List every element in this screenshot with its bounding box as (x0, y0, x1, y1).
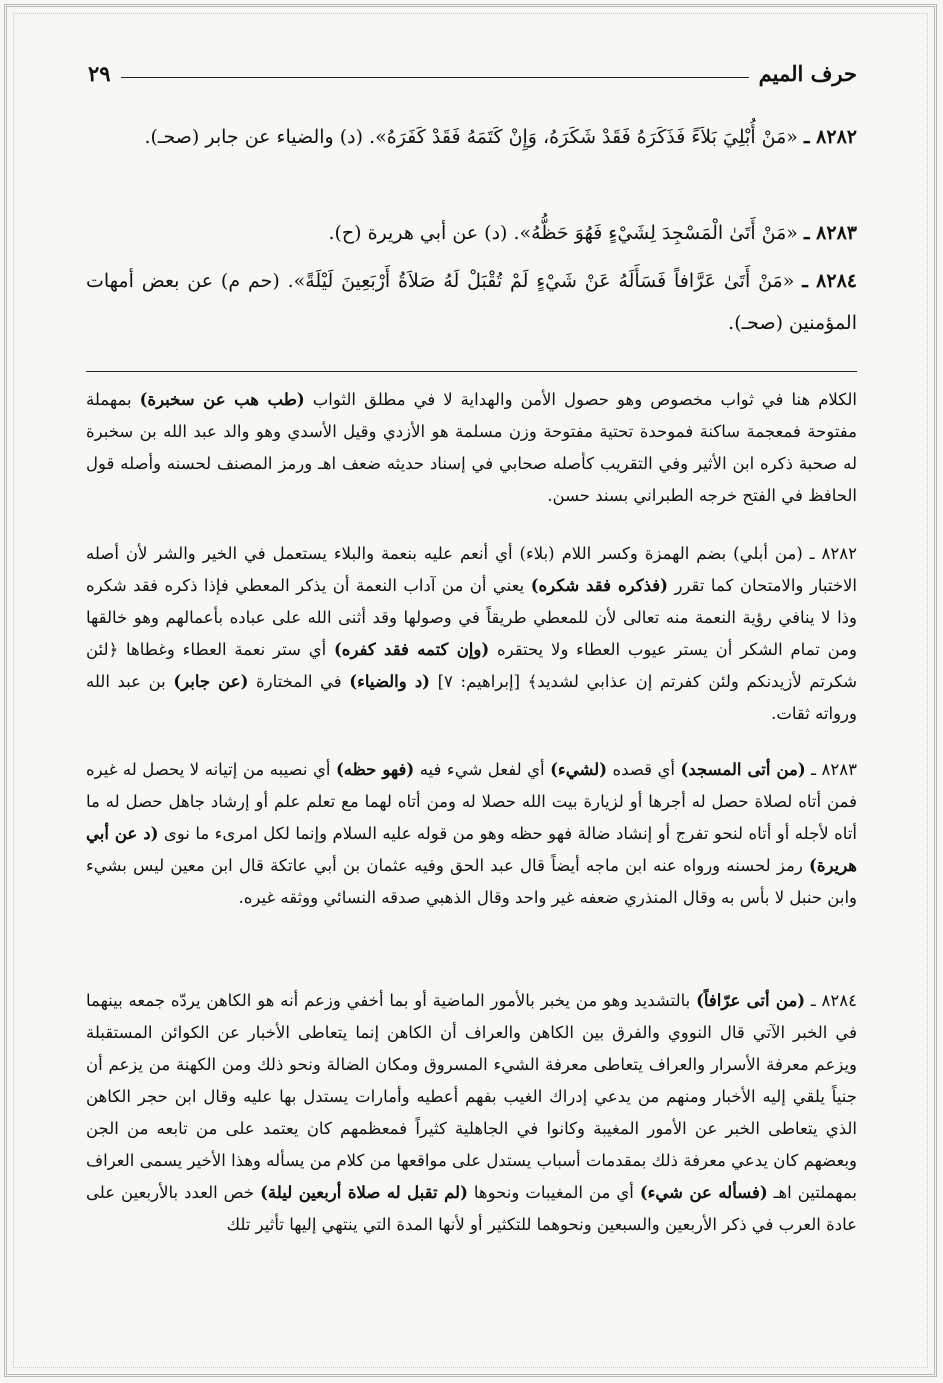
footnote-divider (86, 371, 857, 372)
hadith-number: ٨٢٨٢ ـ (803, 126, 857, 148)
quoted-phrase: (من أتى عرّافاً) (696, 991, 806, 1010)
hadith-8284 (86, 260, 857, 344)
hadith-text: «مَنْ أَتَىٰ عَرَّافاً فَسَأَلَهُ عَنْ شَيْءٍ لَمْ تُقْبَلْ لَهُ صَلاَةُ أَرْبَعِينَ لَيْلَةً». (حم م) عن بعض أمهات المؤمنين (صحـ). (86, 270, 857, 334)
commentary-8282 (86, 538, 857, 730)
running-header (88, 56, 857, 90)
quoted-phrase: (فسأله عن شيء) (639, 1183, 768, 1202)
commentary-text: رمز لحسنه ورواه عنه ابن ماجه أيضاً قال عبد الحق وفيه عثمان بن أبي عاتكة قال ابن معين ليس بشيء وابن حنبل لا بأس به وقال المنذري ضعفه غير واحد وقال الذهبي صدقه النسائي ووثقه غيره. (86, 856, 857, 907)
hadith-number: ٨٢٨٣ ـ (803, 222, 857, 244)
hadith-text: «مَنْ أُبْلِيَ بَلاَءً فَذَكَرَهُ فَقَدْ شَكَرَهُ، وَإِنْ كَتَمَهُ فَقَدْ كَفَرَهُ». (د) والضياء عن جابر (صحـ). (144, 126, 798, 148)
quoted-phrase: (فهو حظه) (335, 760, 415, 779)
source-citation: (د عن أبي هريرة) (86, 824, 857, 875)
hadith-8283 (86, 212, 857, 254)
chapter-title: حرف الميم (758, 60, 857, 86)
source-citation: (د والضياء) (349, 672, 430, 691)
quoted-phrase: (لشيء) (550, 760, 607, 779)
hadith-number: ٨٢٨٤ ـ (802, 270, 857, 292)
commentary-text: ٨٢٨٢ ـ (من أبلي) بضم الهمزة وكسر اللام (بلاء) أي أنعم عليه بنعمة والبلاء يستعمل في الخير والشر لأن أصله الاختبار والامتحان كما تقرر (86, 544, 858, 595)
hadith-8282 (86, 116, 857, 158)
commentary-text: بن عبد الله ورواته ثقات. (86, 672, 857, 723)
header-rule (121, 77, 749, 78)
commentary-continued (86, 384, 857, 512)
quoted-phrase: (فذكره فقد شكره) (530, 576, 668, 595)
source-citation: (طب هب عن سخبرة) (139, 390, 305, 409)
source-citation: (عن جابر) (173, 672, 249, 691)
commentary-text: أي قصده (607, 760, 681, 779)
commentary-text: في المختارة (248, 672, 350, 691)
commentary-text: الكلام هنا في ثواب مخصوص وهو حصول الأمن والهداية لا في مطلق الثواب (304, 390, 857, 409)
commentary-8284 (86, 985, 857, 1241)
commentary-text: بالتشديد وهو من يخبر بالأمور الماضية أو بما أخفي وزعم أنه هو الكاهن يردّه جمعه بينهما في الخبر الآتي قال النووي والفرق بين الكاهن والعراف أن الكاهن إنما يتعاطى الأخبار عن الكوائن المستقبلة ويزعم معرفة الأسرار والعراف يتعاطى معرفة الشيء المسروق ومكان الضالة ونحو ذلك ومن الكهنة من يزعم أن جنياً يلقي إليه الأخبار ومنهم من يدعي إدراك الغيب بفهم أعطيه وأمارات يستدل بها عليه وقال ابن حجر الكاهن الذي يتعاطى الخبر عن الأمور المغيبة وكانوا في الجاهلية كثيراً فمعظمهم كان يعتمد على من تابعه من الجن وبعضهم كان يدعي معرفة ذلك بمقدمات أسباب يستدل على مواقعها من كلام من يسأله وهذا الأخير يسمى العراف بمهملتين اهـ (86, 991, 858, 1202)
hadith-text: «مَنْ أَتَىٰ الْمَسْجِدَ لِشَيْءٍ فَهُوَ حَظُّهُ». (د) عن أبي هريرة (ح). (328, 222, 798, 244)
commentary-text: أي لفعل شيء فيه (414, 760, 551, 779)
commentary-text: بمهملة مفتوحة فمعجمة ساكنة فموحدة تحتية مفتوحة وزن مسلمة هو الأزدي وقيل الأسدي وهو والد عبد الله بن سخبرة له صحبة ذكره ابن الأثير وفي التقريب كأصله صحابي في إسناد حديثه ضعف اهـ ورمز المصنف لحسنه وأصله قول الحافظ في الفتح خرجه الطبراني بسند حسن. (86, 390, 857, 505)
commentary-8283 (86, 754, 857, 914)
quoted-phrase: (وإن كتمه فقد كفره) (334, 640, 490, 659)
commentary-text: ٨٢٨٤ ـ (805, 991, 857, 1010)
commentary-text: أي نصيبه من إتيانه لا يحصل له غيره فمن أتاه لصلاة حصل له أجرها أو لزيارة بيت الله حصلا له ومن أتاه لهما مع تعلم علم أو إرشاد جاهل حصل له ما أتاه لأجله أو أتاه لنحو تفرج أو إنشاد ضالة فهو حظه وهو من قوله عليه السلام وإنما لكل امرىء ما نوى (86, 760, 857, 843)
commentary-text: يعني أن من آداب النعمة أن يذكر المعطي فإذا ذكره فقد شكره وذا لا ينافي رؤية النعمة منه تعالى لأن للمعطي طريقاً في وصولها وقد أثنى الله على عباده بأعمالهم وهو خالقها ومن تمام الشكر أن يستر عيوب العطاء ولا يحتقره (86, 576, 857, 659)
quoted-phrase: (لم تقبل له صلاة أربعين ليلة) (260, 1183, 468, 1202)
commentary-text: خص العدد بالأربعين على عادة العرب في ذكر الأربعين والسبعين ونحوهما للتكثير أو لأنها المدة التي ينتهي إليها تأثير تلك (86, 1183, 857, 1234)
commentary-text: أي ستر نعمة العطاء وغطاها ﴿لئن شكرتم لأزيدنكم ولئن كفرتم إن عذابي لشديد﴾ [إبراهيم: ٧] (86, 640, 858, 691)
commentary-text: ٨٢٨٣ ـ (805, 760, 857, 779)
commentary-text: أي من المغيبات ونحوها (467, 1183, 640, 1202)
page-number: ٢٩ (88, 60, 111, 86)
quoted-phrase: (من أتى المسجد) (680, 760, 806, 779)
